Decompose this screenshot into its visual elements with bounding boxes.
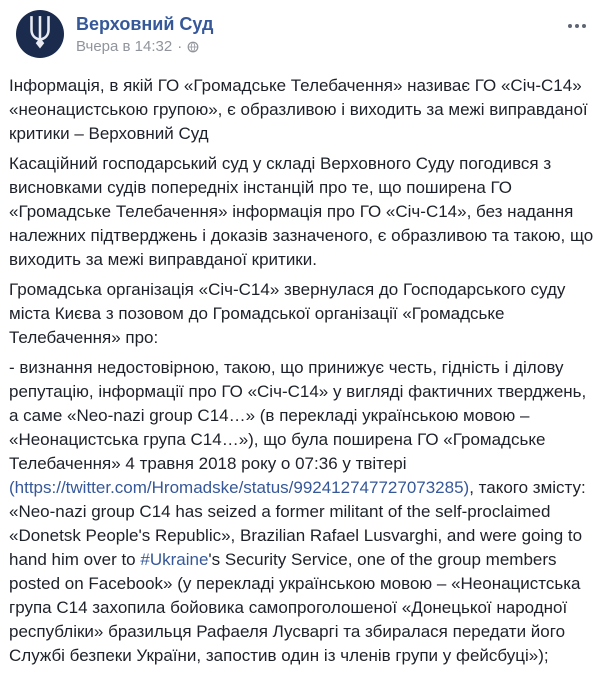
text-segment: Громадська організація «Січ-С14» звернулася до Господарського суду міста Києва з позовом до Громадської організації «Громадське Телебачення» про: bbox=[9, 280, 566, 347]
text-segment: Інформація, в якій ГО «Громадське Телебачення» називає ГО «Січ-С14» «неонацистською групою», є образливою і виходить за межі виправданої критики – Верховний Суд bbox=[9, 76, 588, 143]
post-paragraph bbox=[9, 74, 595, 146]
post-paragraph bbox=[9, 152, 595, 272]
ellipsis-icon bbox=[568, 24, 572, 28]
inline-link[interactable]: #Ukraine bbox=[140, 550, 209, 569]
page-avatar[interactable] bbox=[16, 10, 64, 58]
ellipsis-icon bbox=[575, 24, 579, 28]
meta-separator: · bbox=[177, 38, 183, 55]
post-paragraph bbox=[9, 356, 595, 668]
ellipsis-icon bbox=[582, 24, 586, 28]
text-segment: Касаційний господарський суд у складі Верховного Суду погодився з висновками судів попередніх інстанцій про те, що поширена ГО «Громадське Телебачення» інформація про ГО «Січ-С14», без надання належних підтверджень і доказів зазначеного, є образливою та такою, що виходить за межі виправданої критики. bbox=[9, 154, 594, 269]
inline-link[interactable]: (https://twitter.com/Hromadske/status/992412747727073285) bbox=[9, 478, 470, 497]
tryzub-trident-icon bbox=[27, 15, 53, 54]
post-meta bbox=[76, 38, 213, 56]
page-name-link[interactable]: Верховний Суд bbox=[76, 14, 214, 34]
post-body bbox=[0, 58, 604, 668]
globe-privacy-icon bbox=[187, 41, 199, 53]
post-header bbox=[0, 0, 604, 58]
text-segment: , такого змісту: «Neo-nazi group C14 has seized a former militant of the self-proclaimed «Donetsk People's Republic», Brazilian Rafael Lusvarghi, and were going to hand him over to bbox=[9, 478, 586, 569]
timestamp-link[interactable]: Вчера в 14:32 bbox=[76, 38, 173, 55]
post-paragraph bbox=[9, 278, 595, 350]
text-segment: - визнання недостовірною, такою, що принижує честь, гідність і ділову репутацію, інформації про ГО «Січ-С14» у вигляді фактичних тверджень, а саме «Neo-nazi group C14…» (в перекладі українською мовою – «Неонацистська група С14…»), що була поширена ГО «Громадське Телебачення» 4 травня 2018 року о 07:36 у твітері bbox=[9, 358, 587, 473]
post-options-button[interactable] bbox=[566, 20, 588, 32]
header-info bbox=[76, 10, 213, 56]
text-segment: 's Security Service, one of the group members posted on Facebook» (у перекладі українською мовою – «Неонацистська група С14 захопила бойовика самопроголошеної «Донецької народної республіки» бразильця Рафаеля Лусваргі та збиралася передати його Службі безпеки України, запостив один із членів групи у фейсбуці»); bbox=[9, 550, 581, 665]
